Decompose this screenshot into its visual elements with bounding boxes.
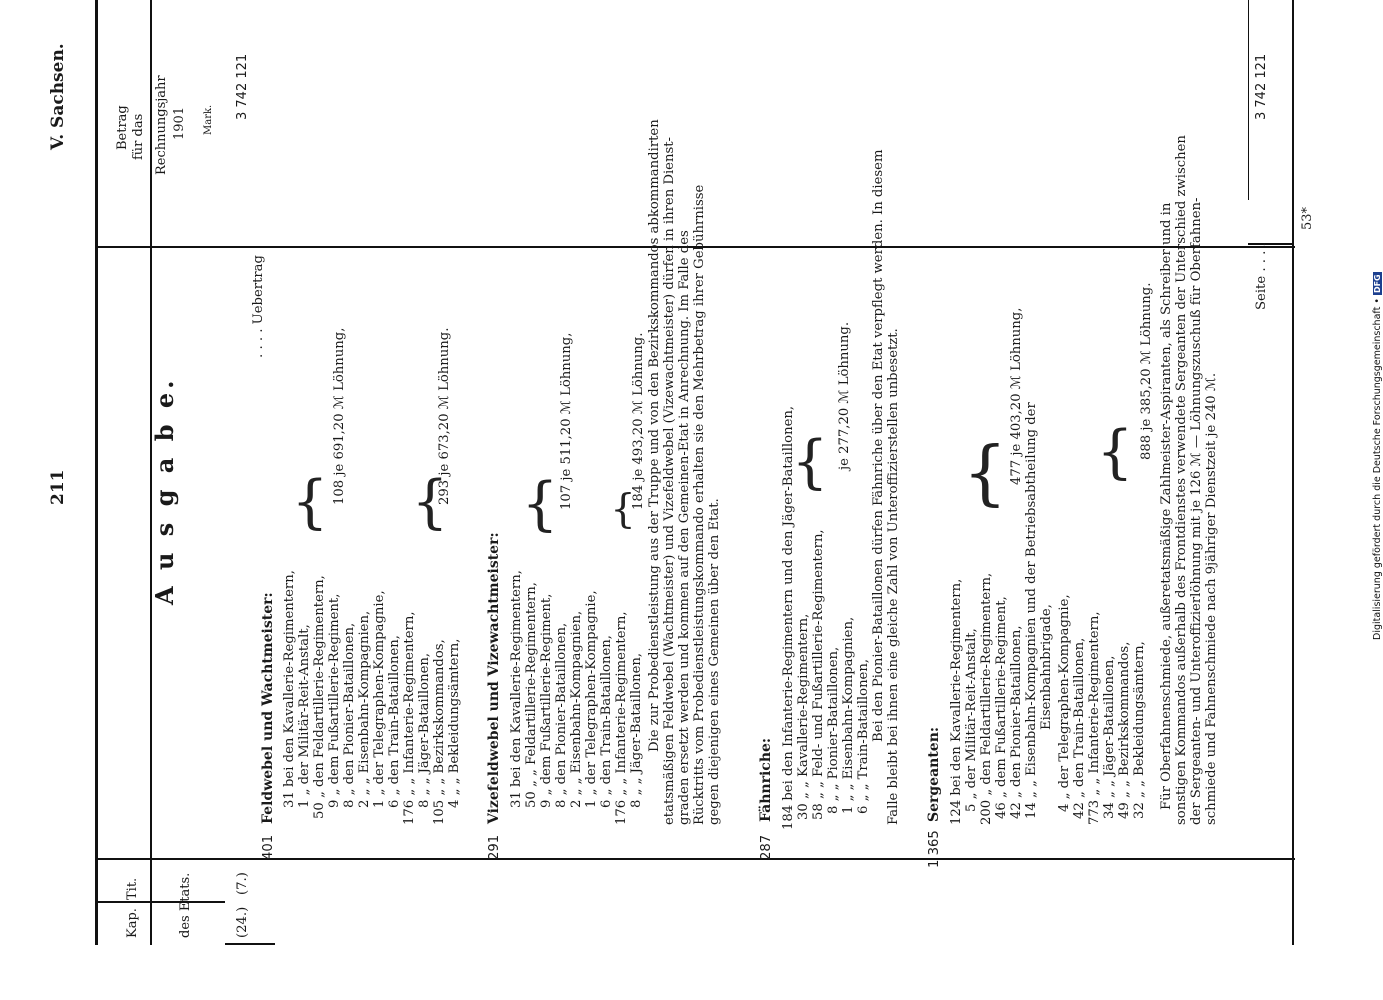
sec4-group1: 477 je 403,20 ℳ Löhnung, — [1009, 307, 1024, 485]
note-line: schmiede und Fahnenschmiede nach 9jähriger Dienstzeit je 240 ℳ. — [1204, 372, 1219, 825]
sec3-count: 287 — [759, 834, 774, 860]
brace-sec2a: { — [521, 469, 559, 538]
list-item: 42 „ den Pionier-Bataillonen, — [1009, 625, 1024, 819]
section-title: A u s g a b e. — [150, 376, 179, 605]
seite-amount: 3 742 121 — [1254, 53, 1269, 120]
head-des-etats: des Etats. — [178, 872, 193, 938]
list-item: 50 „ den Feldartillerie-Regimentern, — [312, 575, 327, 819]
head-betrag-4: 1901 — [172, 106, 187, 140]
page-number: 211 — [48, 469, 68, 505]
dfg-logo: DFG — [1373, 274, 1382, 294]
sec1-group1: 108 je 691,20 ℳ Löhnung, — [332, 327, 347, 505]
list-item: 4 „ der Telegraphen-Kompagnie, — [1057, 594, 1072, 812]
list-item: 1 „ der Telegraphen-Kompagnie, — [584, 590, 599, 808]
brace-sec1b: { — [411, 467, 449, 536]
list-item: 124 bei den Kavallerie-Regimentern, — [949, 578, 964, 825]
list-item: 5 „ der Militär-Reit-Anstalt, — [964, 628, 979, 812]
list-item: 31 bei den Kavallerie-Regimentern, — [509, 570, 524, 808]
list-item: 176 „ „ Infanterie-Regimentern, — [614, 611, 629, 825]
list-item: 8 „ „ Pionier-Bataillonen, — [826, 646, 841, 814]
list-item: 30 „ „ Kavallerie-Regimentern, — [796, 613, 811, 820]
sec3-group1: je 277,20 ℳ Löhnung. — [837, 321, 852, 470]
head-kap: Kap. — [125, 908, 140, 938]
row-tit: (7.) — [235, 872, 250, 895]
list-item: 176 „ „ Infanterie-Regimentern, — [402, 611, 417, 825]
sec2-group1: 107 je 511,20 ℳ Löhnung, — [559, 332, 574, 510]
list-item: 6 „ „ Train-Bataillonen, — [856, 658, 871, 814]
note-line: sonstigen Kommandos außerhalb des Frontdienstes verwendete Sergeanten der Unterschied zwischen — [1174, 135, 1189, 825]
sec4-count: 1 365 — [927, 830, 942, 868]
note-line: Die zur Probedienstleistung aus der Truppe und von den Bezirkskommandos abkommandirten — [647, 119, 662, 752]
note-line: etatsmäßigen Feldwebel (Wachtmeister) und Vizefeldwebel (Vizewachtmeister) dürfen in ihren Dienst- — [662, 136, 677, 825]
tit-rule — [225, 943, 275, 945]
list-item: 9 „ dem Fußartillerie-Regiment, — [327, 593, 342, 808]
row-kap: (24.) — [235, 906, 250, 938]
head-tit: Tit. — [125, 877, 140, 900]
list-item: 49 „ „ Bezirkskommandos, — [1117, 641, 1132, 819]
note-line: Rücktritts vom Probedienstleistungskommando erhalten sie den Mehrbetrag ihrer Gebührnisse — [692, 184, 707, 825]
head-betrag-2: für das — [131, 113, 146, 160]
digitization-text: Digitalisierung gefördert durch die Deutsche Forschungsgemeinschaft • — [1372, 298, 1383, 640]
list-item: 58 „ „ Feld- und Fußartillerie-Regimentern, — [811, 529, 826, 820]
footnote-mark: 53* — [1300, 206, 1315, 230]
note-line: gegen diejenigen eines Gemeinen über den Etat. — [707, 498, 722, 825]
list-item: 773 „ „ Infanterie-Regimentern, — [1087, 611, 1102, 825]
sum-rule-top — [1248, 0, 1249, 200]
list-item: 2 „ „ Eisenbahn-Kompagnien, — [569, 610, 584, 808]
sec1-group2: 293 je 673,20 ℳ Löhnung. — [437, 327, 452, 505]
note-line: Falle bleibt bei ihnen eine gleiche Zahl von Unteroffizierstellen unbesetzt. — [886, 328, 901, 825]
rotated-page-content: 211 V. Sachsen. 53* Kap. Tit. des Etats. A u s g a b e. Betrag für das Rechnungsjahr 1901 Mark. (24.) (7.) Uebertrag . . . . 3 742 121 401 Feldwebel und Wachtmeister: 31 bei den Kavallerie-Regimentern, 1 „ der Militär-Reit-Anstalt, 50 „ den Feldartillerie-Regimentern, 9 „ dem Fußartillerie-Regiment, 8 „ den Pionier-Bataillonen, 2 „ „ Eisenbahn-Kompagnien, 1 „ der Telegraphen-Kompagnie, 6 „ den Train-Bataillonen, 176 „ „ Infanterie-Regimentern, 8 „ „ Jäger-Bataillonen, 105 „ „ Bezirkskommandos, 4 „ „ Bekleidungsämtern, 108 je 691,20 ℳ Löhnung, 293 je 673,20 ℳ Löhnung. 291 Vizefeldwebel und Vizewachtmeister: 31 bei den Kavallerie-Regimentern, 50 „ „ Feldartillerie-Regimentern, 9 „ dem Fußartillerie-Regiment, 8 „ den Pionier-Bataillonen, 2 „ „ Eisenbahn-Kompagnien, 1 „ der Telegraphen-Kompagnie, 6 „ den Train-Bataillonen, 176 „ „ Infanterie-Regimentern, 8 „ „ Jäger-Bataillonen, 107 je 511,20 ℳ Löhnung, 184 je 493,20 ℳ Löhnung. Die zur Probedienstleistung aus der Truppe und von den Bezirkskommandos abkommandirten etatsmäßigen Feldwebel (Wachtmeister) und Vizefeldwebel (Vizewachtmeister) dürfen in ihren Dienst- graden ersetzt werden und kommen auf den Gemeinen-Etat in Anrechnung. Im Falle des Rücktritts vom Probedienstleistungskommando erhalten sie den Mehrbetrag ihrer Gebührnisse gegen diejenigen eines Gemeinen über den Etat. 287 Fähnriche: 184 bei den Infanterie-Regimentern und den Jäger-Bataillonen, 30 „ „ Kavallerie-Regimentern, 58 „ „ Feld- und Fußartillerie-Regimentern, 8 „ „ Pionier-Bataillonen, 1 „ „ Eisenbahn-Kompagnien, 6 „ „ Train-Bataillonen, je 277,20 ℳ Löhnung. Bei den Pionier-Bataillonen dürfen Fähnriche über den Etat verpflegt werden. In diesem Falle bleibt bei ihnen eine gleiche Zahl von Unteroffizierstellen unbesetzt. 1 365 Sergeanten: 124 bei den Kavallerie-Regimentern, 5 „ der Militär-Reit-Anstalt, 200 „ den Feldartillerie-Regimentern, 46 „ dem Fußartillerie-Regiment, 42 „ den Pionier-Bataillonen, 14 „ „ Eisenbahn-Kompagnien und der Betriebsabtheilung der Eisenbahnbrigade, 4 „ der Telegraphen-Kompagnie, 42 „ den Train-Bataillonen, 773 „ „ Infanterie-Regimentern, 34 „ „ Jäger-Bataillonen, 49 „ „ Bezirkskommandos, 32 „ „ Bekleidungsämtern, 477 je 403,20 ℳ Löhnung, 888 je 385,20 ℳ Löhnung. Für Oberfahnenschmiede, außeretatsmäßige Zahlmeister-Aspiranten, als Schreiber und in sonstigen Kommandos außerhalb des Frontdienstes verwendete Sergeanten der Unterschied zwischen der Sergeanten- und Unteroffizierlöhnung mit je 126 ℳ — Löhnungszuschuß für Oberfahnen- schmiede und Fahnenschmiede nach 9jähriger Dienstzeit je 240 ℳ. { { { { { { { Seite . . . . 3 742 121 — [0, 0, 1383, 1000]
head-betrag-1: Betrag — [115, 105, 130, 150]
list-item: 2 „ „ Eisenbahn-Kompagnien, — [357, 610, 372, 808]
note-line: Für Oberfahnenschmiede, außeretatsmäßige Zahlmeister-Aspiranten, als Schreiber und in — [1159, 202, 1174, 810]
sec2-group2: 184 je 493,20 ℳ Löhnung. — [631, 332, 646, 510]
list-item: 32 „ „ Bekleidungsämtern, — [1132, 641, 1147, 819]
sec3-title: Fähnriche: — [758, 737, 774, 822]
list-item: 34 „ „ Jäger-Bataillonen, — [1102, 655, 1117, 819]
list-item: 14 „ „ Eisenbahn-Kompagnien und der Betriebsabtheilung der — [1024, 402, 1039, 819]
note-line: graden ersetzt werden und kommen auf den Gemeinen-Etat in Anrechnung. Im Falle des — [677, 230, 692, 825]
list-item: 50 „ „ Feldartillerie-Regimentern, — [524, 582, 539, 808]
list-item: 1 „ der Telegraphen-Kompagnie, — [372, 590, 387, 808]
uebertrag-amount: 3 742 121 — [235, 53, 250, 120]
sec1-count: 401 — [261, 834, 276, 860]
seite-label: Seite . . . . — [1254, 242, 1269, 310]
list-item: 8 „ den Pionier-Bataillonen, — [342, 622, 357, 808]
sec2-count: 291 — [487, 834, 502, 860]
header-state: V. Sachsen. — [48, 43, 68, 150]
brace-sec4a: { — [962, 431, 1008, 514]
sec4-title: Sergeanten: — [926, 726, 942, 822]
tit-subrule — [95, 901, 225, 903]
digitization-note — [1372, 272, 1383, 640]
sec1-title: Feldwebel und Wachtmeister: — [260, 592, 276, 824]
brace-sec3: { — [791, 427, 829, 496]
list-item: Eisenbahnbrigade, — [1039, 604, 1054, 730]
head-betrag-unit: Mark. — [203, 104, 214, 135]
head-betrag-3: Rechnungsjahr — [154, 75, 169, 175]
note-line: Bei den Pionier-Bataillonen dürfen Fähnriche über den Etat verpflegt werden. In diesem — [871, 149, 886, 742]
list-item: 8 „ „ Jäger-Bataillonen, — [417, 652, 432, 808]
list-item: 42 „ den Train-Bataillonen, — [1072, 637, 1087, 819]
brace-sec2b: { — [610, 486, 636, 533]
list-item: 184 bei den Infanterie-Regimentern und den Jäger-Bataillonen, — [781, 405, 796, 830]
list-item: 1 „ „ Eisenbahn-Kompagnien, — [841, 616, 856, 814]
list-item: 8 „ „ Jäger-Bataillonen, — [629, 652, 644, 808]
note-line: der Sergeanten- und Unteroffizierlöhnung mit je 126 ℳ — Löhnungszuschuß für Oberfahnen- — [1189, 197, 1204, 825]
list-item: 6 „ den Train-Bataillonen, — [387, 635, 402, 808]
list-item: 46 „ dem Fußartillerie-Regiment, — [994, 596, 1009, 819]
list-item: 4 „ „ Bekleidungsämtern, — [447, 638, 462, 808]
brace-sec1a: { — [291, 467, 329, 536]
brace-sec4b: { — [1096, 417, 1134, 486]
sec4-group2: 888 je 385,20 ℳ Löhnung. — [1139, 282, 1154, 460]
list-item: 1 „ der Militär-Reit-Anstalt, — [297, 624, 312, 808]
list-item: 6 „ den Train-Bataillonen, — [599, 635, 614, 808]
list-item: 31 bei den Kavallerie-Regimentern, — [282, 570, 297, 808]
frame-left-rule — [95, 0, 98, 945]
list-item: 200 „ den Feldartillerie-Regimentern, — [979, 572, 994, 825]
list-item: 105 „ „ Bezirkskommandos, — [432, 639, 447, 825]
sec2-title: Vizefeldwebel und Vizewachtmeister: — [486, 532, 502, 824]
frame-bottom-rule — [1292, 0, 1294, 945]
list-item: 8 „ den Pionier-Bataillonen, — [554, 622, 569, 808]
list-item: 9 „ dem Fußartillerie-Regiment, — [539, 593, 554, 808]
